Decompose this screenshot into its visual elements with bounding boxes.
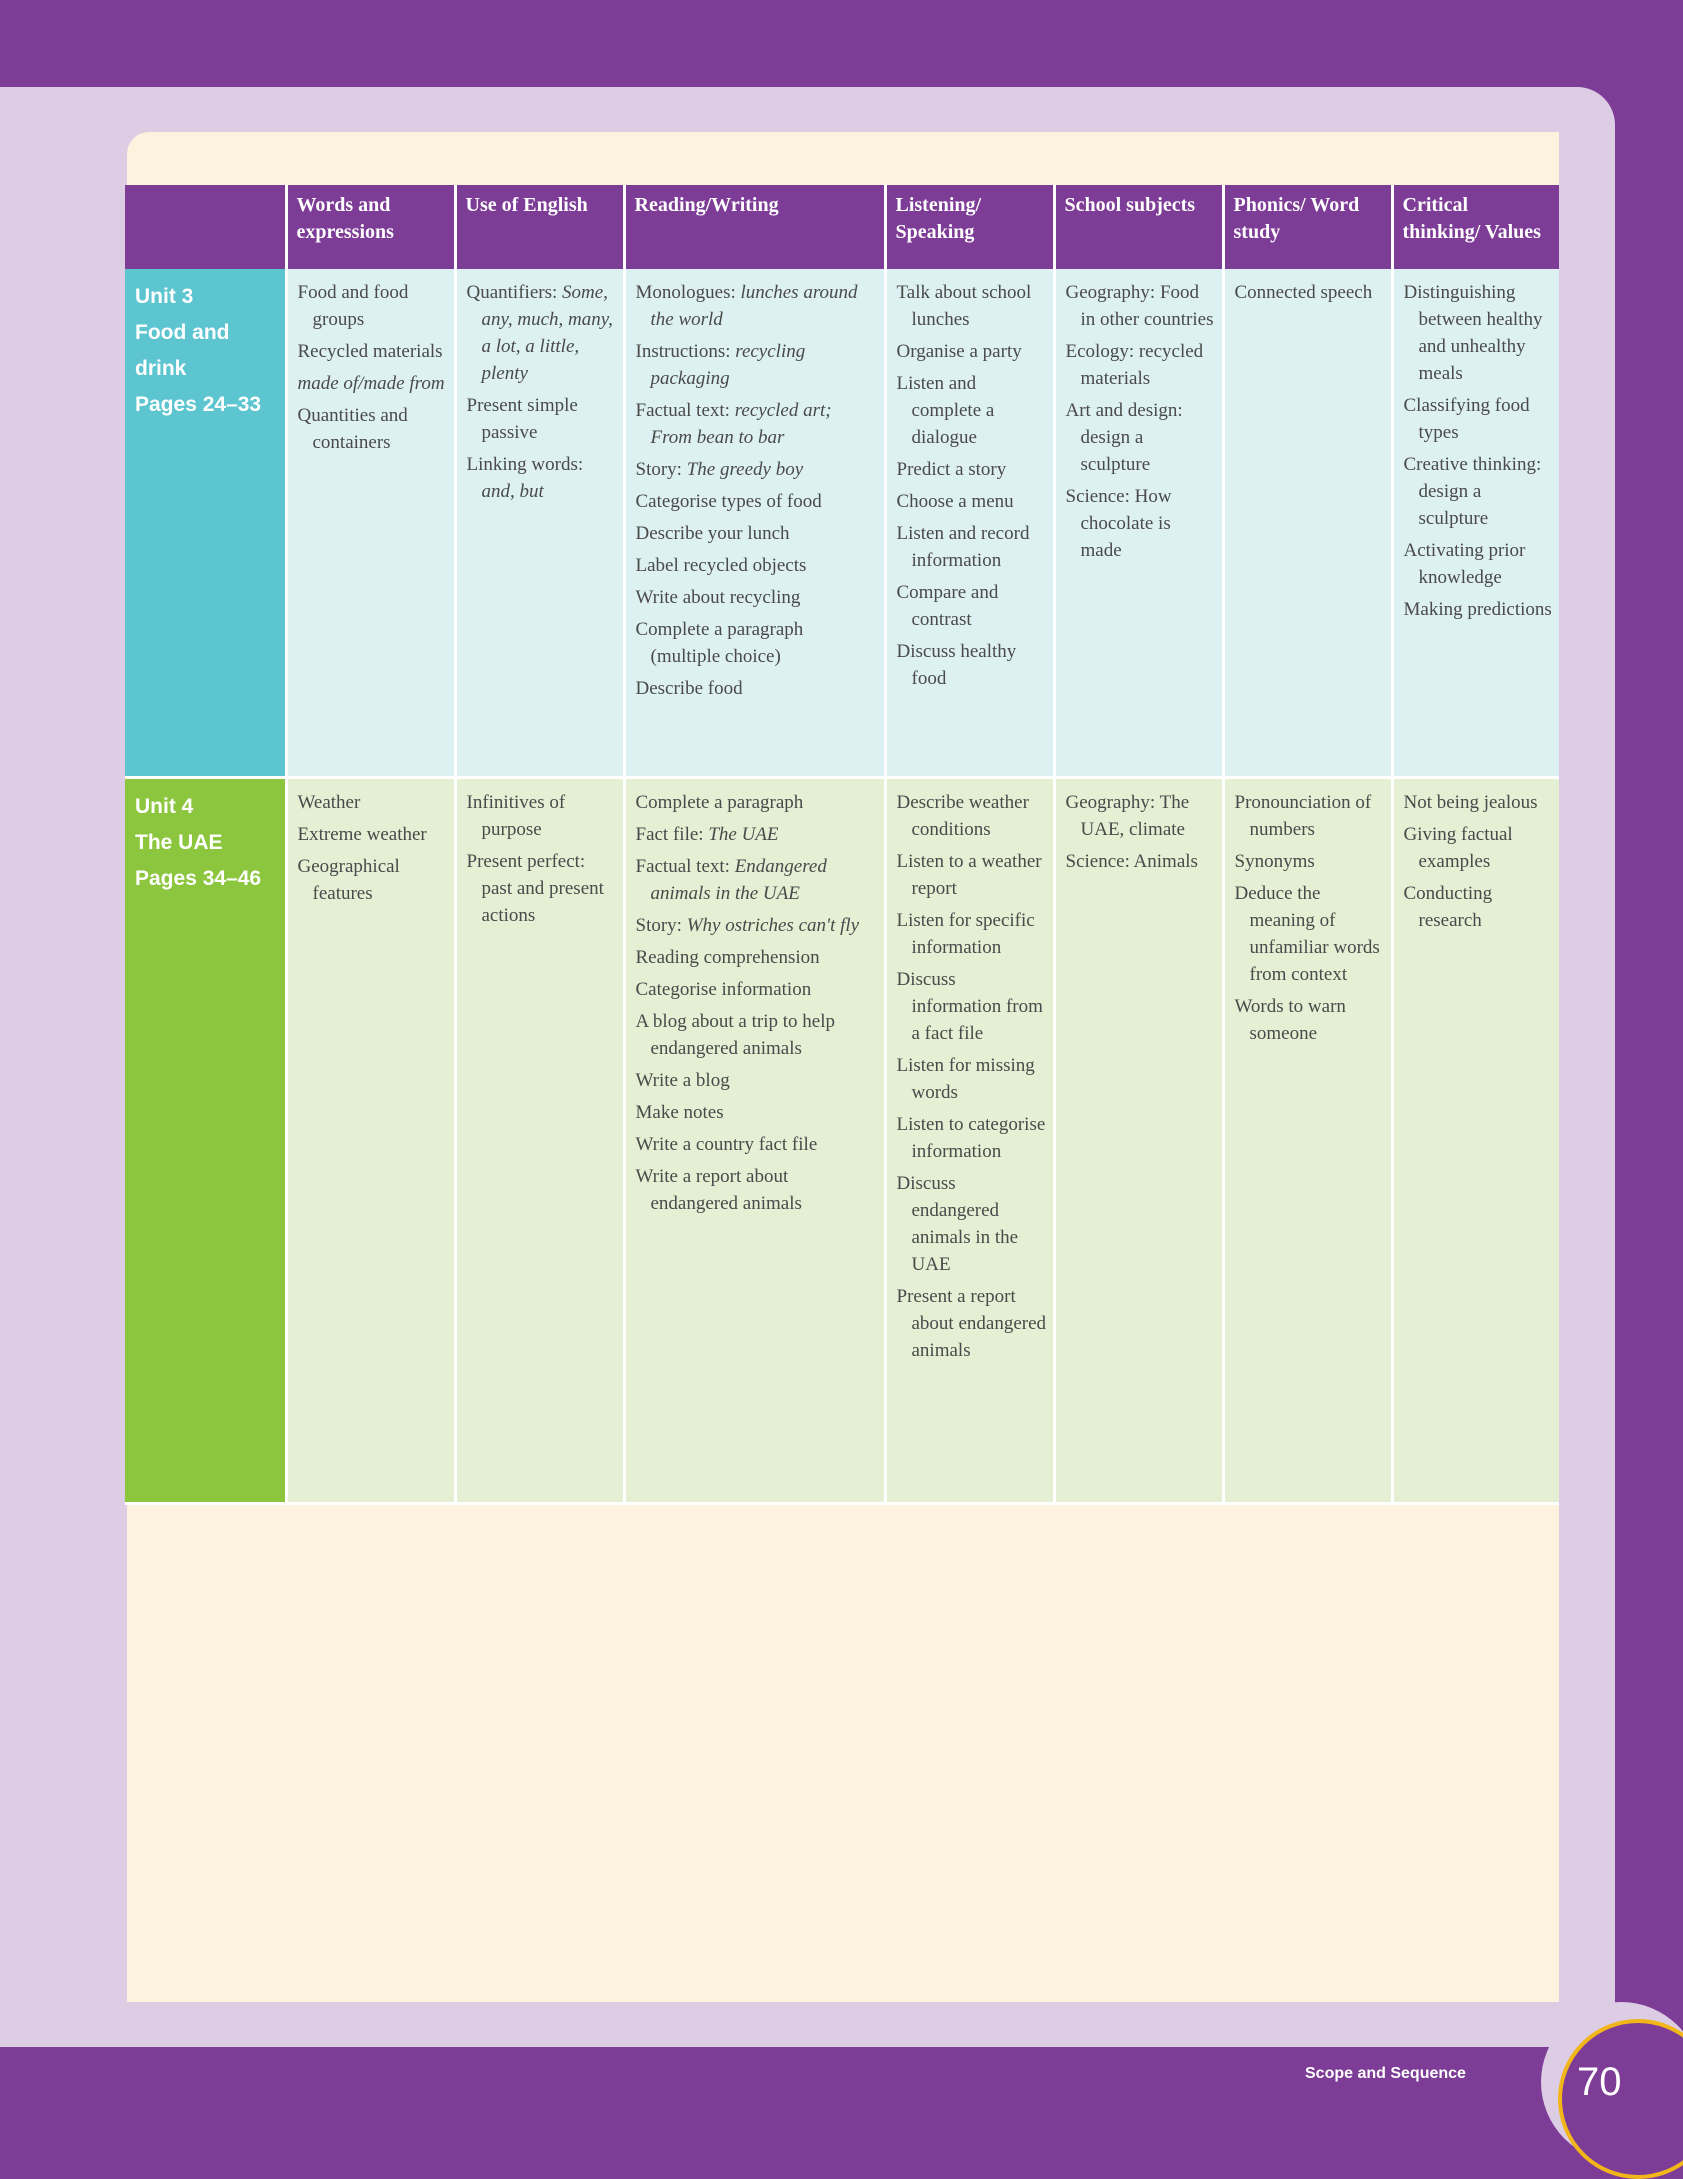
italic-text: Some, any, much, many, a lot, a little, plenty [481,282,613,384]
cell-listening-speaking [885,269,1054,777]
italic-text: lunches around the world [650,282,858,330]
cell-item: Discuss endangered animals in the UAE [896,1172,1019,1275]
cell-words-and-expressions [286,269,455,777]
cell-item: Monologues: lunches around the world [635,282,858,330]
cell-school-subjects [1054,269,1223,777]
unit-row-4 [125,777,1559,1503]
cell-item: Instructions: recycling packaging [635,341,806,389]
cell-phonics-word-study [1223,269,1392,777]
footer-section-label: Scope and Sequence [1305,2065,1466,2082]
cell-item: Reading comprehension [635,946,820,968]
cell-phonics-word-study [1223,777,1392,1503]
cell-item: Listen for missing words [896,1054,1035,1103]
header-use-of-english: Use of English [455,185,624,269]
cell-item: Food and food groups [297,282,409,330]
cell-item: Listen for specific information [896,909,1035,958]
cell-item: Talk about school lunches [896,282,1032,330]
cell-item: Science: How chocolate is made [1065,486,1172,561]
cell-item: Present simple passive [466,395,578,443]
cell-item: Distinguishing between healthy and unhealthy meals [1403,282,1543,384]
scope-and-sequence-table [125,185,1559,1505]
cell-item: Not being jealous [1403,791,1538,813]
cell-item: Discuss healthy food [896,641,1017,689]
cell-reading-writing [624,777,885,1503]
cell-item: Synonyms [1234,850,1315,872]
unit-title-line: Unit 4 [135,794,194,818]
cell-item: Write a country fact file [635,1133,818,1155]
cell-item: Make notes [635,1101,724,1123]
cell-item: Organise a party [896,341,1022,362]
cell-item: Label recycled objects [635,555,807,576]
cell-item: Science: Animals [1065,850,1198,872]
unit-label-cell [125,269,286,777]
cell-critical-thinking-values [1392,777,1559,1503]
cell-item: Words to warn someone [1234,995,1346,1044]
italic-text: Endangered animals in the UAE [650,855,827,904]
cell-item: Conducting research [1403,882,1493,931]
cell-item: Quantities and containers [297,405,408,453]
cell-item: Art and design: design a sculpture [1065,400,1183,475]
unit-title-line: drink [135,357,187,380]
header-cell-blank [125,185,286,269]
cell-item: Listen to categorise information [896,1113,1046,1162]
italic-text: made of/made from [297,373,445,394]
cell-item: Categorise types of food [635,491,822,512]
cell-item: Geography: Food in other countries [1065,282,1214,330]
cell-item: Listen to a weather report [896,850,1042,899]
cell-item: Story: The greedy boy [635,459,804,480]
italic-text: The greedy boy [686,459,804,480]
header-phonics-word-study: Phonics/ Word study [1223,185,1392,269]
unit-pages: Pages 24–33 [135,393,262,416]
italic-text: recycled art; From bean to bar [650,400,832,448]
cell-item: Weather [297,791,361,813]
italic-text: The UAE [708,823,779,845]
cell-item: Deduce the meaning of unfamiliar words from context [1234,882,1380,985]
cell-item: Creative thinking: design a sculpture [1403,454,1542,529]
cell-words-and-expressions [286,777,455,1503]
cell-item: Describe weather conditions [896,791,1029,840]
cell-item: Describe your lunch [635,523,790,544]
cell-item: Connected speech [1234,282,1373,303]
cell-listening-speaking [885,777,1054,1503]
cell-item: Making predictions [1403,599,1552,620]
cell-item: Compare and contrast [896,582,999,630]
cell-item: Linking words: and, but [466,454,584,502]
cell-item [298,370,448,397]
cell-item: Story: Why ostriches can't fly [635,914,860,936]
header-reading-writing: Reading/Writing [624,185,885,269]
cell-item: A blog about a trip to help endangered animals [635,1010,835,1059]
cell-item: Recycled materials [297,341,443,362]
italic-text: recycling packaging [650,341,806,389]
cell-critical-thinking-values [1392,269,1559,777]
cell-item: Geography: The UAE, climate [1065,791,1190,840]
cell-item: Present a report about endangered animals [896,1285,1047,1361]
italic-text: Why ostriches can't fly [686,914,860,936]
header-words-and-expressions: Words and expressions [286,185,455,269]
cell-item: Classifying food types [1403,395,1530,443]
unit-pages: Pages 34–46 [135,866,262,890]
unit-row-3 [125,269,1559,777]
unit-title-line: Unit 3 [135,285,194,308]
cell-item: Present perfect: past and present actions [466,850,604,926]
cell-item: Ecology: recycled materials [1065,341,1204,389]
cell-reading-writing [624,269,885,777]
cell-item: Discuss information from a fact file [896,968,1043,1044]
header-critical-thinking-values: Critical thinking/ Values [1392,185,1559,269]
cell-item: Describe food [635,678,743,699]
header-listening-speaking: Listening/ Speaking [885,185,1054,269]
cell-item: Infinitives of purpose [466,791,566,840]
header-row [125,185,1559,269]
cell-item: Choose a menu [896,491,1014,512]
cell-item: Activating prior knowledge [1403,540,1526,588]
cell-item: Write a blog [635,1069,730,1091]
cell-item: Categorise information [635,978,812,1000]
cell-use-of-english [455,269,624,777]
italic-text: and, but [481,481,544,502]
cell-item: Quantifiers: Some, any, much, many, a lot, a little, plenty [466,282,613,384]
cell-item: Predict a story [896,459,1007,480]
cell-item: Factual text: recycled art; From bean to bar [635,400,832,448]
cell-item: Pronounciation of numbers [1234,791,1372,840]
cell-school-subjects [1054,777,1223,1503]
cell-item: Write about recycling [635,587,801,608]
cell-item: Complete a paragraph (multiple choice) [635,619,804,667]
unit-title-line: The UAE [135,830,223,854]
cell-item: Fact file: The UAE [635,823,779,845]
cell-item: Geographical features [297,855,400,904]
cell-item: Giving factual examples [1403,823,1513,872]
cell-item: Complete a paragraph [635,791,804,813]
page-number: 70 [1577,2060,1622,2104]
cell-item: Listen and complete a dialogue [896,373,995,448]
unit-title-line: Food and [135,321,230,344]
unit-label-cell [125,777,286,1503]
cell-use-of-english [455,777,624,1503]
cell-item: Write a report about endangered animals [635,1165,802,1214]
header-school-subjects: School subjects [1054,185,1223,269]
cell-item: Extreme weather [297,823,427,845]
cell-item: Factual text: Endangered animals in the UAE [635,855,827,904]
cell-item: Listen and record information [896,523,1030,571]
